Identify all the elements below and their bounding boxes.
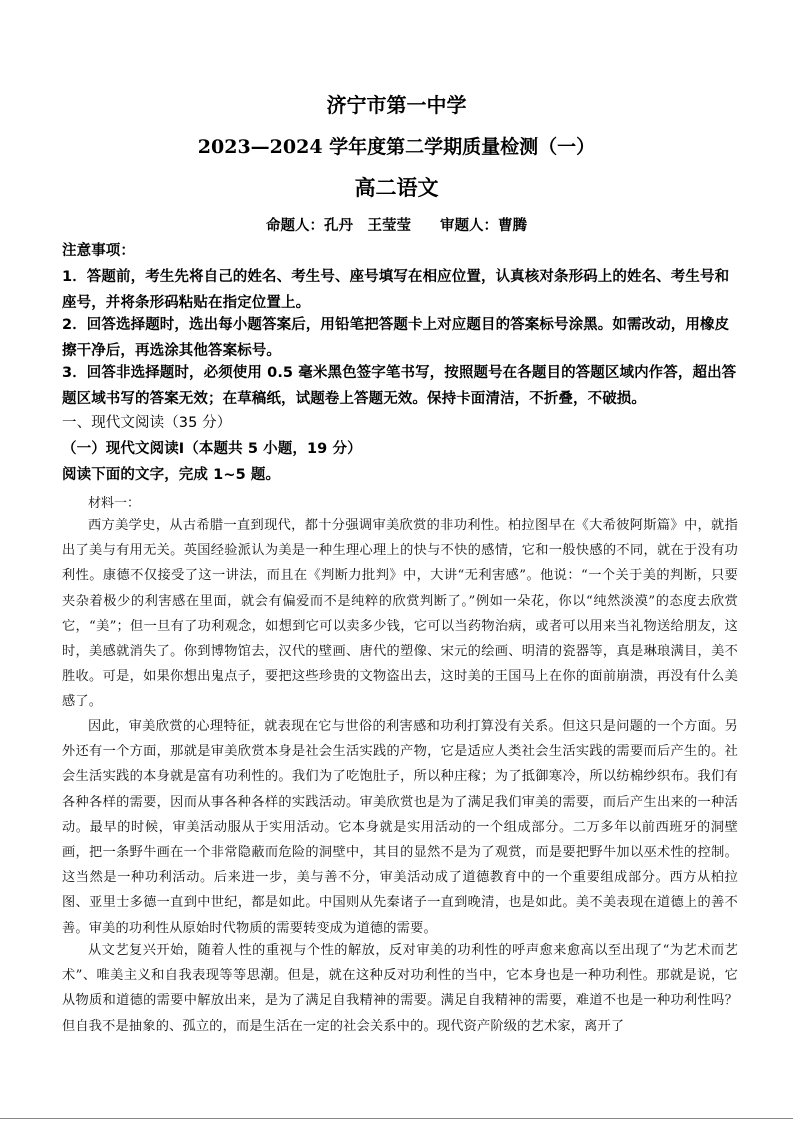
material-paragraph-1: 西方美学史，从古希腊一直到现代，都十分强调审美欣赏的非功利性。柏拉图早在《大希彼阿斯篇》中，就指出了美与有用无关。英国经验派认为美是一种生理心理上的快与不快的感情，它和一般快感的不同，就在于没有功利性。康德不仅接受了这一讲法，而且在《判断力批判》中，大讲“无利害感”。他说：“一个关于美的判断，只要夹杂着极少的利害感在里面，就会有偏爱而不是纯粹的欣赏判断了。”例如一朵花，你以“纯然淡漠”的态度去欣赏它，“美”；但一旦有了功利观念，如想到它可以卖多少钱，它可以当药物治病，或者可以用来当礼物送给朋友，这时，美感就消失了。你到博物馆去，汉代的壁画、唐代的塑像、宋元的绘画、明清的瓷器等，真是琳琅满目，美不胜收。可是，如果你想出鬼点子，要把这些珍贵的文物盗出去，这时美的王国马上在你的面前崩溃，再没有什么美感了。 bbox=[62, 518, 738, 710]
section-subheading: （一）现代文阅读Ⅰ（本题共 5 小题，19 分） bbox=[62, 441, 362, 457]
reading-instruction: 阅读下面的文字，完成 1~5 题。 bbox=[62, 467, 281, 483]
school-name: 济宁市第一中学 bbox=[326, 93, 467, 117]
notice-item-3: 3．回答非选择题时，必须使用 0.5 毫米黑色签字笔书写，按照题号在各题目的答题区域内作答，超出答题区域书写的答案无效；在草稿纸，试题卷上答题无效。保持卡面清洁，不折叠，不破损。 bbox=[62, 365, 737, 407]
page-bottom-rule bbox=[0, 1118, 793, 1119]
material-label: 材料一： bbox=[88, 496, 141, 511]
exam-title: 2023—2024 学年度第二学期质量检测（一） bbox=[197, 136, 596, 158]
material-paragraph-2: 因此，审美欣赏的心理特征，就表现在它与世俗的利害感和功利打算没有关系。但这只是问题的一个方面。另外还有一个方面，那就是审美欣赏本身是社会生活实践的产物，它是适应人类社会生活实践的需要而后产生的。社会生活实践的本身就是富有功利性的。我们为了吃饱肚子，所以种庄稼；为了抵御寒冷，所以纺棉纱织布。我们有各种各样的需要，因而从事各种各样的实践活动。审美欣赏也是为了满足我们审美的需要，而后产生出来的一种活动。最早的时候，审美活动服从于实用活动。它本身就是实用活动的一个组成部分。二万多年以前西班牙的洞壁画，把一条野牛画在一个非常隐蔽而危险的洞壁中，其目的显然不是为了观赏，而是要把野牛加以巫术性的控制。这当然是一种功利活动。后来进一步，美与善不分，审美活动成了道德教育中的一个重要组成部分。西方从柏拉图、亚里士多德一直到中世纪，都是如此。中国则从先秦诸子一直到晚清，也是如此。美不美表现在道德上的善不善。审美的功利性从原始时代物质的需要转变成为道德的需要。 bbox=[62, 719, 738, 936]
authors-line bbox=[0, 214, 793, 235]
notice-item-1: 1．答题前，考生先将自己的姓名、考生号、座号填写在相应位置，认真核对条形码上的姓名、考生号和座号，并将条形码粘贴在指定位置上。 bbox=[62, 269, 730, 311]
section-heading: 一、现代文阅读（35 分） bbox=[62, 415, 232, 431]
notice-item-2: 2．回答选择题时，选出每小题答案后，用铅笔把答题卡上对应题目的答案标号涂黑。如需改动，用橡皮擦干净后，再选涂其他答案标号。 bbox=[62, 317, 730, 359]
material-paragraph-3: 从文艺复兴开始，随着人性的重视与个性的解放，反对审美的功利性的呼声愈来愈高以至出现了“为艺术而艺术”、唯美主义和自我表现等等思潮。但是，就在这种反对功利性的当中，它本身也是一种功利性。那就是说，它从物质和道德的需要中解放出来，是为了满足自我精神的需要。满足自我精神的需要，难道不也是一种功利性吗？但自我不是抽象的、孤立的，而是生活在一定的社会关系中的。现代资产阶级的艺术家，离开了 bbox=[62, 943, 738, 1034]
authors-text: 命题人：孔丹 王莹莹 审题人：曹腾 bbox=[266, 218, 527, 234]
subject-title: 高二语文 bbox=[354, 175, 439, 200]
notice-title: 注意事项： bbox=[62, 243, 135, 259]
